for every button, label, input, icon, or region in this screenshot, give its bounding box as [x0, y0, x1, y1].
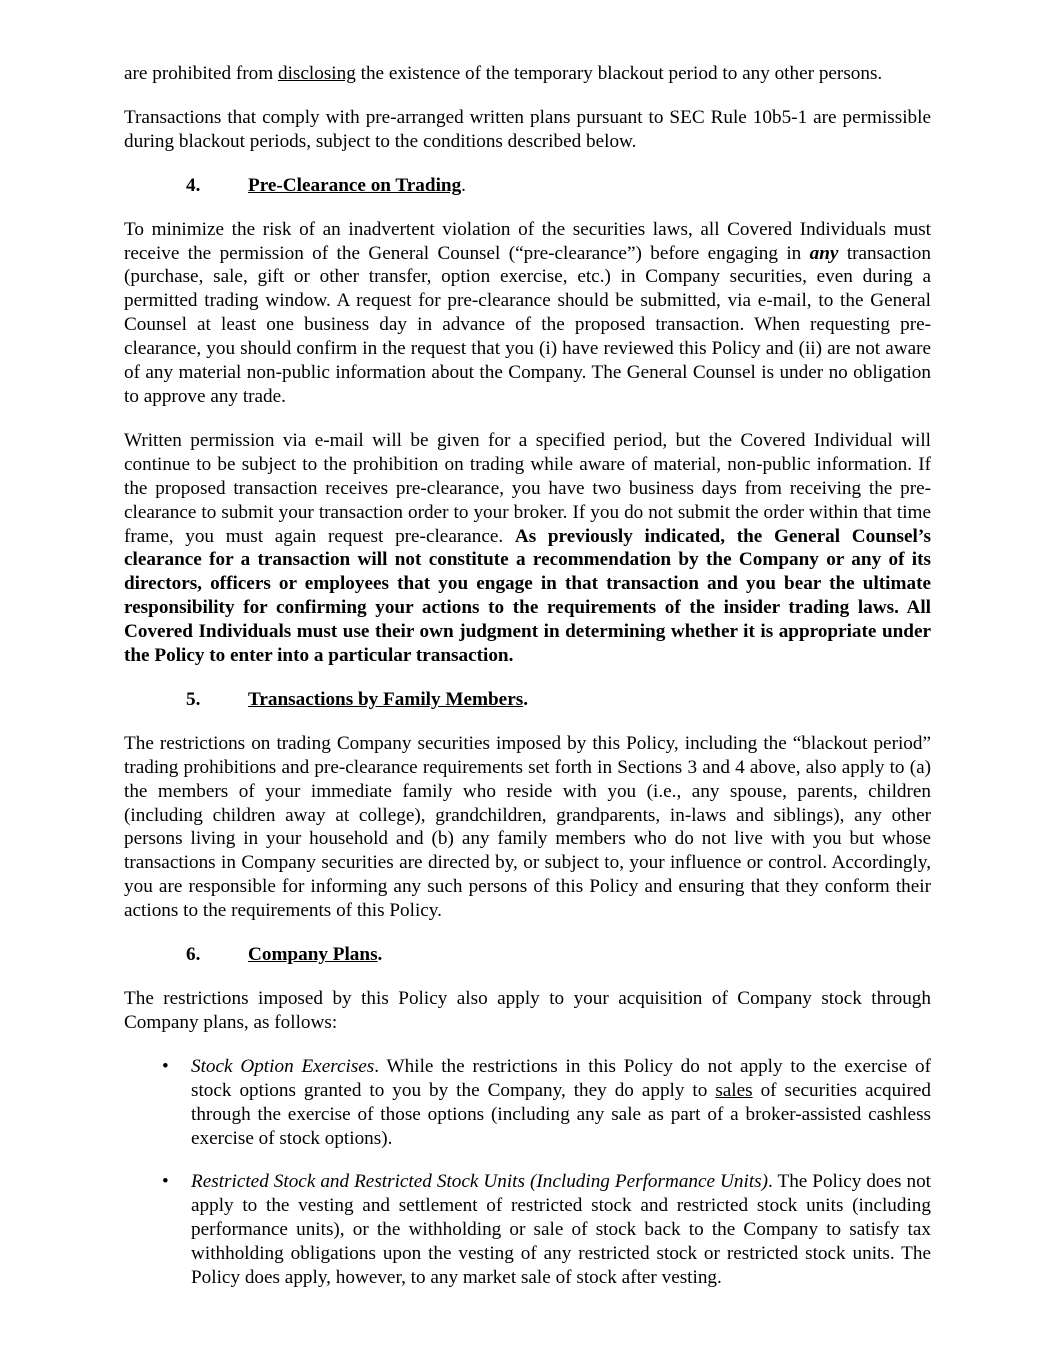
section-6-heading: 6. Company Plans. [124, 943, 931, 967]
section-number: 6. [186, 944, 201, 966]
emphasis-any: any [809, 242, 839, 264]
company-plans-list [124, 1055, 931, 1290]
bullet-icon: • [162, 1171, 169, 1193]
underlined-sales: sales [715, 1079, 753, 1101]
list-item-title: Restricted Stock and Restricted Stock Units (Including Performance Units) [191, 1171, 769, 1193]
section-4-heading: 4. Pre-Clearance on Trading. [124, 174, 931, 198]
paragraph-rule-10b5-1: Transactions that comply with pre-arranged written plans pursuant to SEC Rule 10b5-1 are permissible during blackout periods, subject to the conditions described below. [124, 106, 931, 152]
list-item-stock-option-exercises: • Stock Option Exercises. While the restrictions in this Policy do not apply to the exercise of stock options granted to you by the Company, they do apply to sales of securities acquired through the exercise of those options (including any sale as part of a broker-assisted cashless exercise of stock options). [162, 1055, 932, 1149]
section-title: Pre-Clearance on Trading [248, 174, 462, 196]
bullet-icon: • [162, 1055, 169, 1077]
section-number: 5. [186, 688, 201, 710]
underlined-disclosing: disclosing [277, 63, 356, 84]
paragraph-pre-clearance: To minimize the risk of an inadvertent violation of the securities laws, all Covered Individuals must receive the permission of the General Counsel (“pre-clearance”) before engaging in any transaction (purchase, sale, gift or other transfer, option exercise, etc.) in Company securities, even during a permitted trading window. A request for pre-clearance should be submitted, via e-mail, to the General Counsel at least one business day in advance of the proposed transaction. When requesting pre-clearance, you should confirm in the request that you (i) have reviewed this Policy and (ii) are not aware of any material non-public information about the Company. The General Counsel is under no obligation to approve any trade. [124, 218, 931, 407]
section-title: Transactions by Family Members [248, 688, 524, 710]
section-title: Company Plans [248, 944, 378, 966]
list-item-title: Stock Option Exercises [191, 1055, 375, 1077]
paragraph-family-members: The restrictions on trading Company securities imposed by this Policy, including the “blackout period” trading prohibitions and pre-clearance requirements set forth in Sections 3 and 4 above, also apply to (a) the members of your immediate family who reside with you (i.e., any spouse, parents, children (including children away at college), grandchildren, grandparents, in-laws and siblings), any other persons living in your household and (b) any family members who do not live with you but whose transactions in Company securities are directed by, or subject to, your influence or control. Accordingly, you are responsible for informing any such persons of this Policy and ensuring that they conform their actions to the requirements of this Policy. [124, 732, 931, 922]
list-item-restricted-stock: • Restricted Stock and Restricted Stock Units (Including Performance Units). The Policy does not apply to the vesting and settlement of restricted stock and restricted stock units (including performance units), or the withholding or sale of stock back to the Company to satisfy tax withholding obligations upon the vesting of any restricted stock or restricted stock units. The Policy does apply, however, to any market sale of stock after vesting. [162, 1171, 931, 1289]
paragraph-blackout-disclosure: are prohibited from disclosing the existence of the temporary blackout period to any other persons. [124, 63, 883, 84]
bold-responsibility-notice: As previously indicated, the General Counsel’s clearance for a transaction will not constitute a recommendation by the Company or any of its directors, officers or employees that you engage in that transaction and you bear the ultimate responsibility for confirming your actions to the requirements of the insider trading laws. All Covered Individuals must use their own judgment in determining whether it is appropriate under the Policy to enter into a particular transaction. [124, 525, 931, 667]
section-number: 4. [186, 174, 201, 196]
paragraph-written-permission: Written permission via e-mail will be given for a specified period, but the Covered Individual will continue to be subject to the prohibition on trading while aware of material, non-public information. If the proposed transaction receives pre-clearance, you have two business days from receiving the pre-clearance to submit your transaction order to your broker. If you do not submit the order within that time frame, you must again request pre-clearance. As previously indicated, the General Counsel’s clearance for a transaction will not constitute a recommendation by the Company or any of its directors, officers or employees that you engage in that transaction and you bear the ultimate responsibility for confirming your actions to the requirements of the insider trading laws. All Covered Individuals must use their own judgment in determining whether it is appropriate under the Policy to enter into a particular transaction. [124, 429, 931, 667]
section-5-heading: 5. Transactions by Family Members. [124, 688, 931, 712]
paragraph-company-plans: The restrictions imposed by this Policy also apply to your acquisition of Company stock through Company plans, as follows: [124, 988, 931, 1033]
